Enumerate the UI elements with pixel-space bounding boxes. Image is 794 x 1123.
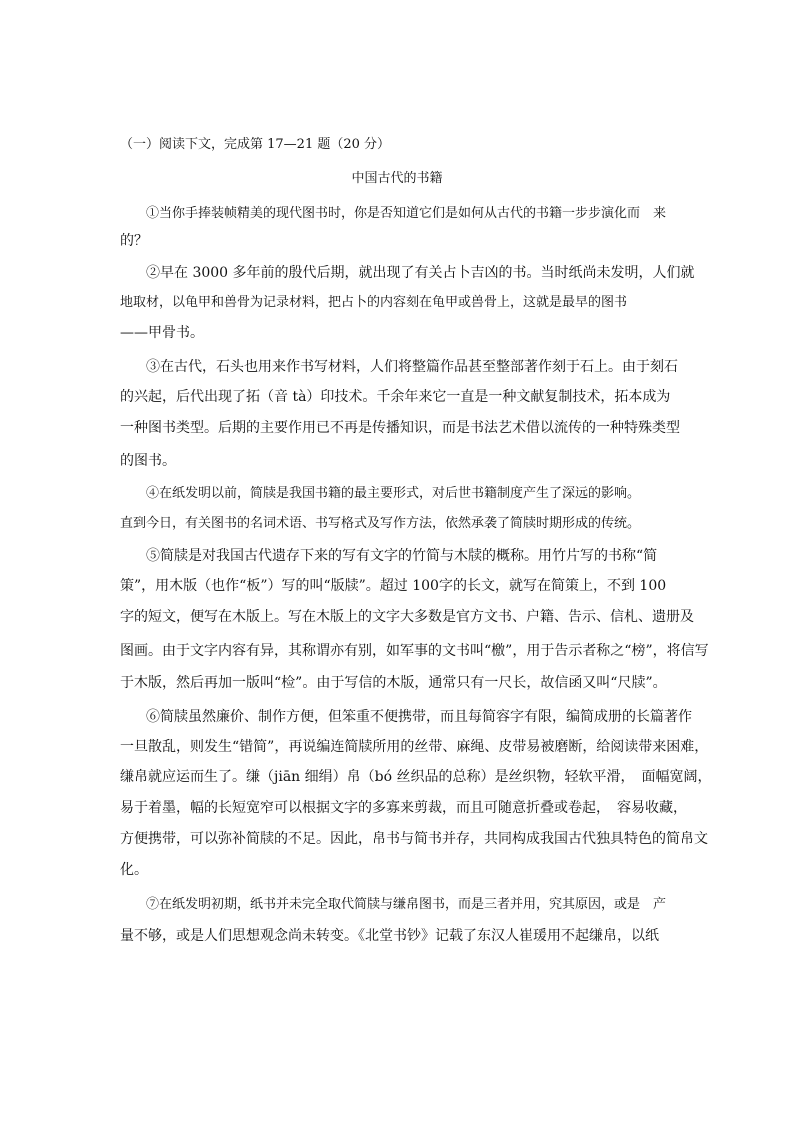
paragraph-line: 一种图书类型。后期的主要作用已不再是传播知识，而是书法艺术借以流传的一种特殊类型 [120,420,680,436]
paragraph-line: ⑦在纸发明初期，纸书并未完全取代简牍与缣帛图书，而是三者并用，究其原因，或是 产 [146,897,667,912]
paragraph-line: ③在古代，石头也用来作书写材料，人们将整篇作品甚至整部著作刻于石上。由于刻石 [146,359,678,375]
paragraph-line: ⑥简牍虽然廉价、制作方便，但笨重不便携带，而且每简容字有限，编简成册的长篇著作 [146,709,692,725]
paragraph-line: 图画。由于文字内容有异，其称谓亦有别，如军事的文书叫“檄”，用于告示者称之“榜”，将信写 [120,643,709,659]
paragraph-line: 字的短文，便写在木版上。写在木版上的文字大多数是官方文书、户籍、告示、信札、遗册及 [120,609,694,625]
paragraph-line: 方便携带，可以弥补简牍的不足。因此，帛书与简书并存，共同构成我国古代独具特色的简帛文 [120,831,708,847]
paragraph-line: 的图书。 [120,453,176,469]
paragraph-line: ④在纸发明以前，简牍是我国书籍的最主要形式，对后世书籍制度产生了深远的影响。 [146,486,641,501]
paragraph-line: 化。 [120,862,148,878]
paragraph-line: 一旦散乱，则发生“错简”，再说编连简牍所用的丝带、麻绳、皮带易被磨断，给阅读带来困难， [120,739,709,755]
paragraph-line: 量不够，或是人们思想观念尚未转变。《北堂书钞》记载了东汉人崔瑗用不起缣帛，以纸 [120,928,659,944]
article-title: 中国古代的书籍 [351,171,443,186]
paragraph-line: 的？ [120,233,148,249]
paragraph-line: ②早在 3000 多年前的殷代后期，就出现了有关占卜吉凶的书。当时纸尚未发明，人们就 [146,265,695,281]
paragraph-line: 直到今日，有关图书的名词术语、书写格式及写作方法，依然承袭了简牍时期形成的传统。 [120,516,641,531]
paragraph-line: 于木版，然后再加一版叫“检”。由于写信的木版，通常只有一尺长，故信函又叫“尺牍”。 [120,675,667,691]
section-heading: （一）阅读下文，完成第 17—21 题（20 分） [120,137,391,152]
paragraph-line: 的兴起，后代出现了拓（音 tà）印技术。千余年来它一直是一种文献复制技术，拓本成为 [120,389,671,405]
paragraph-line: 缣帛就应运而生了。缣（jiān 细绢）帛（bó 丝织品的总称）是丝织物，轻软平滑， 面幅宽阔， [120,769,712,785]
paragraph-line: ——甲骨书。 [120,325,204,341]
paragraph-line: 地取材，以龟甲和兽骨为记录材料，把占卜的内容刻在龟甲或兽骨上，这就是最早的图书 [120,295,628,310]
paragraph-line: 易于着墨，幅的长短宽窄可以根据文字的多寡来剪裁，而且可随意折叠或卷起， 容易收藏， [120,800,687,816]
paragraph-line: 策”，用木版（也作“板”）写的叫“版牍”。超过 100字的长文，就写在简策上，不到 100 [120,578,667,594]
paragraph-line: ⑤简牍是对我国古代遗存下来的写有文字的竹简与木牍的概称。用竹片写的书称“简 [146,548,658,564]
paragraph-line: ①当你手捧装帧精美的现代图书时，你是否知道它们是如何从古代的书籍一步步演化而 来 [146,206,667,221]
